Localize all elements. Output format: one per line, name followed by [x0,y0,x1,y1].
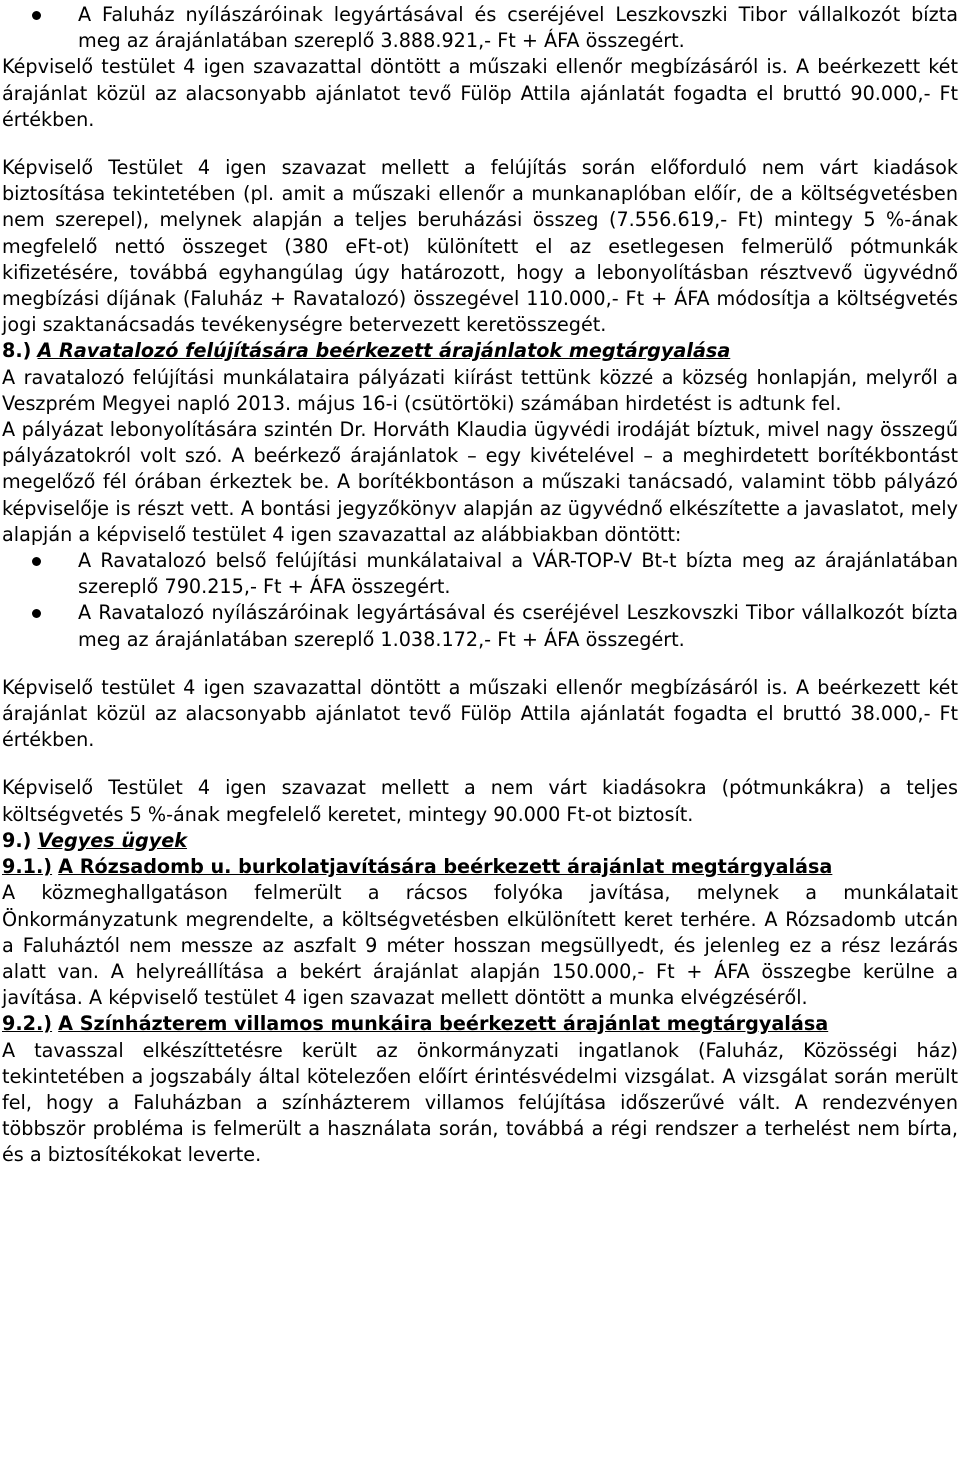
bullet-text: A Ravatalozó belső felújítási munkálataival a VÁR-TOP-V Bt-t bízta meg az árajánlatában szereplő 790.215,- Ft + ÁFA összegért. [78,549,958,599]
subsection-heading-9-1 [2,854,958,880]
section-heading-8 [2,338,958,364]
paragraph: A közmeghallgatáson felmerült a rácsos folyóka javítása, melynek a munkálatait Önkormányzatunk megrendelte, a költségvetésben elkülönített keret terhére. A Rózsadomb utcán a Faluháztól nem messze az aszfalt 9 méter hosszan megsüllyedt, és jelenleg ez a rész lezárás alatt van. A helyreállítása a bekért árajánlat alapján 150.000,- Ft + ÁFA összegbe kerülne a javítása. A képviselő testület 4 igen szavazat mellett döntött a munka elvégzéséről. [2,881,958,1010]
section-title: A Ravatalozó felújítására beérkezett árajánlatok megtárgyalása [37,339,731,363]
bullet-dot-icon [32,557,41,566]
paragraph: A pályázat lebonyolítására szintén Dr. Horváth Klaudia ügyvédi irodáját bíztuk, mivel nagy összegű pályázatokról volt szó. A beérkező árajánlatok – egy kivételével – a meghirdetett borítékbontást megelőző fél órában érkeztek be. A borítékbontáson a műszaki tanácsadó, valamint több pályázó képviselője is részt vett. A bontási jegyzőkönyv alapján az ügyvédnő elkészítette a javaslatot, mely alapján a képviselő testület 4 igen szavazattal az alábbiakban döntött: [2,418,958,546]
bullet-list-section-8 [2,548,958,653]
section-number: 9.) [2,828,32,852]
paragraph: Képviselő testület 4 igen szavazattal döntött a műszaki ellenőr megbízásáról is. A beérkezett két árajánlat közül az alacsonyabb ajánlatot tevő Fülöp Attila ajánlatát fogadta el bruttó 38.000,- Ft értékben. [2,675,958,752]
paragraph: A ravatalozó felújítási munkálataira pályázati kiírást tettünk közzé a község honlapján, melyről a Veszprém Megyei napló 2013. május 16-i (csütörtöki) számában hirdetést is adtunk fel. [2,365,958,415]
section-heading-9 [2,828,958,854]
bullet-dot-icon [32,609,41,618]
list-item [2,2,958,54]
subsection-number: 9.2.) [2,1012,53,1036]
paragraph: Képviselő Testület 4 igen szavazat mellett a felújítás során előforduló nem várt kiadások biztosítása tekintetében (pl. amit a műszaki ellenőr a munkanaplóban előír, de a költségvetésben nem szerepel), melynek alapján a teljes beruházási összeg (7.556.619,- Ft) mintegy 5 %-ának megfelelő nettó összeget (380 eFt-ot) különített el az esetlegesen felmerülő pótmunkák kifizetésére, továbbá egyhangúlag úgy határozott, hogy a lebonyolításban résztvevő ügyvédnő megbízási díjának (Faluház + Ravatalozó) összegével 110.000,- Ft + ÁFA módosítja a költségvetés jogi szaktanácsadás tevékenységre betervezett keretösszegét. [2,156,958,337]
bullet-list-top [2,2,958,54]
bullet-text: A Ravatalozó nyílászáróinak legyártásával és cseréjével Leszkovszki Tibor vállalkozót bízta meg az árajánlatában szereplő 1.038.172,- Ft + ÁFA összegért. [78,601,958,651]
paragraph: Képviselő testület 4 igen szavazattal döntött a műszaki ellenőr megbízásáról is. A beérkezett két árajánlat közül az alacsonyabb ajánlatot tevő Fülöp Attila ajánlatát fogadta el bruttó 90.000,- Ft értékben. [2,55,958,131]
paragraph: Képviselő Testület 4 igen szavazat mellett a nem várt kiadásokra (pótmunkákra) a teljes költségvetés 5 %-ának megfelelő keretet, mintegy 90.000 Ft-ot biztosít. [2,776,958,826]
list-item [2,548,958,600]
section-title: Vegyes ügyek [37,828,188,852]
bullet-dot-icon [32,11,41,20]
section-number: 8.) [2,339,32,363]
bullet-text: A Faluház nyílászáróinak legyártásával és cseréjével Leszkovszki Tibor vállalkozót bízta meg az árajánlatában szereplő 3.888.921,- Ft + ÁFA összegért. [78,3,958,53]
subsection-number: 9.1.) [2,855,53,879]
subsection-title: A Színházterem villamos munkáira beérkezett árajánlat megtárgyalása [58,1012,829,1036]
list-item [2,600,958,652]
paragraph: A tavasszal elkészíttetésre került az önkormányzati ingatlanok (Faluház, Közösségi ház) tekintetében a jogszabály által kötelezően előírt érintésvédelmi vizsgálat. A vizsgálat során merült fel, hogy a Faluházban a színházterem villamos felújítása időszerűvé vált. A rendezvényen többször probléma is felmerült a használata során, továbbá a régi rendszer a terhelést nem bírta, és a biztosítékokat leverte. [2,1038,958,1167]
subsection-title: A Rózsadomb u. burkolatjavítására beérkezett árajánlat megtárgyalása [58,855,833,879]
subsection-heading-9-2 [2,1011,958,1037]
